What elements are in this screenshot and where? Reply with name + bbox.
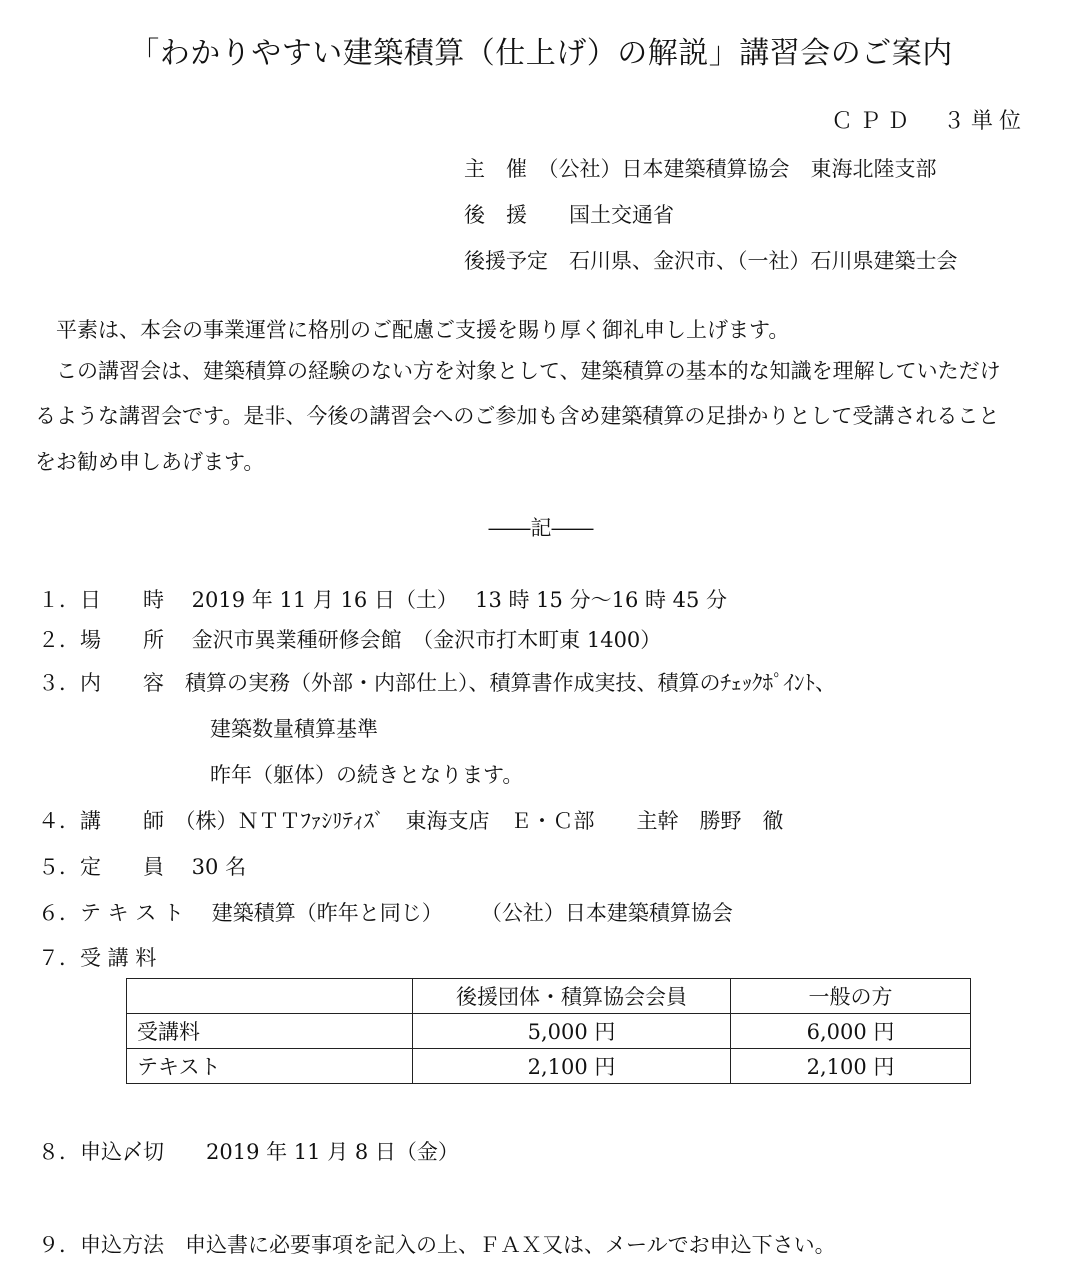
fee-table-header-cell bbox=[127, 979, 413, 1014]
fee-table-row-label: テキスト bbox=[127, 1049, 413, 1084]
table-row bbox=[127, 1049, 971, 1084]
fee-table-header-row bbox=[127, 979, 971, 1014]
intro-paragraph-line: この講習会は、建築積算の経験のない方を対象として、建築積算の基本的な知識を理解していただけ bbox=[35, 359, 1001, 383]
item-method: ９．申込方法 申込書に必要事項を記入の上、ＦＡＸ又は、メールでお申込下さい。 bbox=[38, 1233, 836, 1257]
document-title: 「わかりやすい建築積算（仕上げ）の解説」講習会のご案内 bbox=[129, 36, 953, 71]
intro-paragraph-line: 平素は、本会の事業運営に格別のご配慮ご支援を賜り厚く御礼申し上げます。 bbox=[35, 318, 790, 342]
item-content: ３．内 容 積算の実務（外部・内部仕上）、積算書作成実技、積算のﾁｪｯｸﾎﾟｲﾝﾄ、 bbox=[38, 671, 836, 695]
fee-table-row-label: 受講料 bbox=[127, 1014, 413, 1049]
item-date: １．日 時 2019 年 11 月 16 日（土） 13 時 15 分～16 時 45 分 bbox=[38, 588, 728, 612]
intro-paragraph-line: るような講習会です。是非、今後の講習会へのご参加も含め建築積算の足掛かりとして受講されること bbox=[35, 404, 1000, 428]
kiroku-heading: ――記―― bbox=[488, 516, 594, 540]
fee-table-cell: 6,000 円 bbox=[731, 1014, 971, 1049]
item-capacity: ５．定 員 30 名 bbox=[38, 855, 247, 879]
support-line: 後 援 国土交通省 bbox=[464, 203, 674, 227]
item-place: ２．場 所 金沢市異業種研修会館 （金沢市打木町東 1400） bbox=[38, 628, 662, 652]
table-row bbox=[127, 1014, 971, 1049]
organizer-line: 主 催 （公社）日本建築積算協会 東海北陸支部 bbox=[464, 157, 937, 181]
cpd-units: ＣＰＤ ３単位 bbox=[830, 109, 1027, 134]
item-lecturer: ４．講 師 （株）ＮＴＴﾌｧｼﾘﾃｨｽﾞ 東海支店 Ｅ・Ｃ部 主幹 勝野 徹 bbox=[38, 809, 784, 833]
item-content-line2: 建築数量積算基準 bbox=[210, 717, 378, 741]
fee-table-header-cell: 後援団体・積算協会会員 bbox=[413, 979, 731, 1014]
item-fee-heading: ７．受 講 料 bbox=[38, 946, 157, 970]
fee-table-header-cell: 一般の方 bbox=[731, 979, 971, 1014]
fee-table-cell: 2,100 円 bbox=[731, 1049, 971, 1084]
intro-paragraph-line: をお勧め申しあげます。 bbox=[35, 450, 265, 474]
planned-support-line: 後援予定 石川県、金沢市、（一社）石川県建築士会 bbox=[464, 249, 958, 273]
item-deadline: ８．申込〆切 2019 年 11 月 8 日（金） bbox=[38, 1140, 459, 1164]
fee-table bbox=[126, 978, 971, 1084]
item-content-line3: 昨年（躯体）の続きとなります。 bbox=[210, 763, 524, 787]
fee-table-cell: 2,100 円 bbox=[413, 1049, 731, 1084]
item-text: ６．テ キ ス ト 建築積算（昨年と同じ） （公社）日本建築積算協会 bbox=[38, 901, 733, 925]
fee-table-cell: 5,000 円 bbox=[413, 1014, 731, 1049]
